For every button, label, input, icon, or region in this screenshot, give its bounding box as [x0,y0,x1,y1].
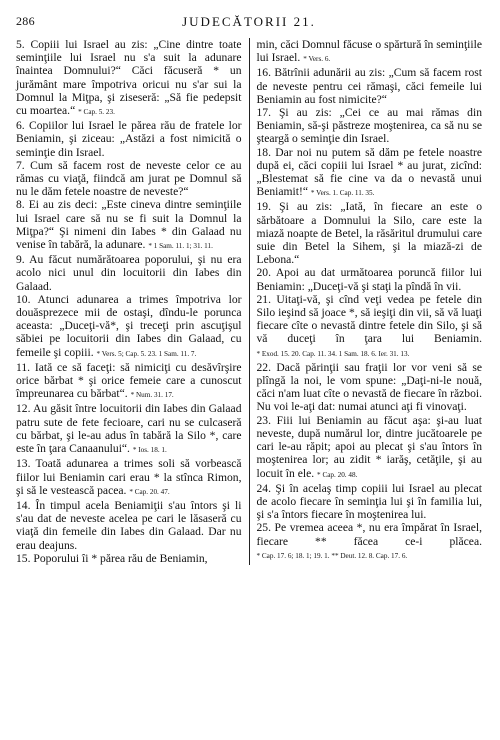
verse [257,106,483,146]
verse-text: 19. Şi au zis: „Iată, în fiecare an este o sărbătoare a Domnului la Silo, care este la miază noapte de Betel, la răsăritul drumului care suie din Betel la Sihem, şi la miază-zi de Lebona.“ [256,200,482,267]
verse-text: 16. Bătrînii adunării au zis: „Cum să facem rost de neveste pentru cei rămaşi, căci femeile lui Beniamin au fost nimicite?“ [256,66,482,106]
verse-text: 20. Apoi au dat următoarea poruncă fiilor lui Beniamin: „Duceţi-vă şi staţi la pîndă în vii. [256,266,482,293]
cross-reference: * 1 Sam. 11. 1; 31. 11. [148,242,213,251]
cross-reference: * Vers. 6. [303,55,331,64]
cross-reference: * Vers. 5; Cap. 5. 23. 1 Sam. 11. 7. [96,349,197,358]
verse [257,482,483,522]
verse [257,414,483,482]
cross-reference: * Cap. 17. 6; 18. 1; 19. 1. ** Deut. 12. 8. Cap. 17. 6. [256,551,408,560]
verse [16,499,242,552]
cross-reference: * Exod. 15. 20. Cap. 11. 34. 1 Sam. 18. 6. Ier. 31. 13. [256,349,410,358]
verse-text: 5. Copiii lui Israel au zis: „Cine dintre toate seminţiile lui Israel nu s'a suit la adunare înaintea Domnului?“ Căci făcuseră * un jurământ mare împotriva oricui nu s'ar sui la Domnul la Miţpa, şi ziseseră: „Să fie pedepsit cu moartea.“ [16,38,242,118]
verse [257,266,483,292]
verse-text: 23. Fiii lui Beniamin au făcut aşa: şi-au luat neveste, după numărul lor, dintre jucătoarele pe cari le-au răpit; apoi au plecat şi s'au întors în moştenirea lor; au zidit * iarăş, cetăţile, şi au locuit în ele. [256,413,482,480]
verse [16,198,242,253]
verse [257,200,483,266]
verse-text: 8. Ei au zis deci: „Este cineva dintre seminţiile lui Israel care să nu se fi suit la Domnul la Miţpa?“ Şi nimeni din Iabes * din Galaad nu venise în tabără, la adunare. [16,198,242,252]
verse-text: 12. Au găsit între locuitorii din Iabes din Galaad patru sute de fete fecioare, cari nu se culcaseră cu bărbat, şi le-au adus în tabără la Silo *, care este în ţara Canaanului“. [16,402,242,456]
right-column [249,38,483,565]
verse-text: min, căci Domnul făcuse o spărtură în seminţiile lui Israel. [256,38,482,65]
page-number: 286 [16,14,35,28]
verse [16,361,242,403]
verse [257,521,483,563]
cross-reference: * Ios. 18. 1. [132,446,167,455]
verse [257,146,483,201]
verse [16,253,242,293]
left-column [16,38,249,565]
verse-text: 6. Copiilor lui Israel le părea rău de fratele lor Beniamin, şi ziceau: „Astăzi a fost nimicită o seminţie din Israel. [16,119,242,159]
verse [16,457,242,499]
verse [16,552,242,565]
verse-text: 7. Cum să facem rost de neveste celor ce au rămas cu viaţă, fiindcă am jurat pe Domnul să nu le dăm fetele noastre de neveste?“ [16,158,242,199]
running-title: JUDECĂTORII 21. [182,14,316,29]
verse-text: 14. În timpul acela Beniamiţii s'au întors şi li s'au dat de neveste acelea pe cari le lăsaseră cu viaţă din femeile din Iabes din Galaad. Dar nu erau deajuns. [16,498,242,552]
verse [257,38,483,66]
cross-reference: * Cap. 20. 47. [129,487,170,496]
verse-text: 24. Şi în acelaş timp copiii lui Israel au plecat de acolo fiecare în seminţia lui şi în familia lui, şi s'a întors fiecare în moştenirea lui. [256,481,482,522]
verse [257,293,483,361]
page-header [16,14,482,34]
cross-reference: * Num. 31. 17. [130,391,174,400]
cross-reference: * Cap. 20. 48. [317,470,358,479]
verse [16,402,242,457]
verse-text: 18. Dar noi nu putem să dăm pe fetele noastre după ei, căci copiii lui Israel * au jurat, zicînd: „Blestemat să fie cine va da o nevastă unui Beniamit!“ [256,145,482,199]
verse-text: 9. Au făcut numărătoarea poporului, şi nu era acolo nici unul din locuitorii din Iabes din Galaad. [16,253,242,293]
verse [257,66,483,106]
verse-text: 11. Iată ce să faceţi: să nimiciţi cu desăvîrşire orice bărbat * şi orice femeie care a cunoscut împreunarea cu bărbat“. [16,360,242,401]
verse [16,159,242,199]
verse-text: 10. Atunci adunarea a trimes împotriva lor douăsprezece mii de ostaşi, dîndu-le porunca aceasta: „Duceţi-vă*, şi treceţi prin ascuţişul săbiei pe locuitorii din Iabes din Galaad, cu femeile şi copiii. [16,292,242,359]
verse-text: 15. Poporului îi * părea rău de Beniamin, [16,551,208,565]
verse [257,361,483,414]
verse [16,119,242,159]
verse-text: 13. Toată adunarea a trimes soli să vorbească fiilor lui Beniamin cari erau * la stînca Rimon, şi să le vestească pacea. [16,457,242,497]
verse-text: 17. Şi au zis: „Cei ce au mai rămas din Beniamin, să-şi păstreze moştenirea, ca să nu se şteargă o seminţie din Israel. [256,106,482,146]
text-columns [16,38,482,565]
verse-text: 22. Dacă părinţii sau fraţii lor vor veni să se plîngă la noi, le vom spune: „Daţi-ni-le nouă, căci n'am luat cîte o nevastă de fiecare în război. Nu voi le-aţi dat: numai atunci aţi fi vinovaţi. [256,360,482,414]
cross-reference: * Vers. 1. Cap. 11. 35. [310,189,375,198]
verse [16,293,242,361]
verse-text: 25. Pe vremea aceea *, nu era împărat în Israel, fiecare ** făcea ce-i plăcea. [256,521,482,548]
verse-text: 21. Uitaţi-vă, şi cînd veţi vedea pe fetele din Silo ieşind să joace *, să ieşiţi din vii, să vă luaţi fiecare cîte o nevastă dintre fetele din Silo, şi să vă duceţi în ţara lui Beniamin. [256,292,482,346]
cross-reference: * Cap. 5. 23. [78,108,115,117]
verse [16,38,242,119]
